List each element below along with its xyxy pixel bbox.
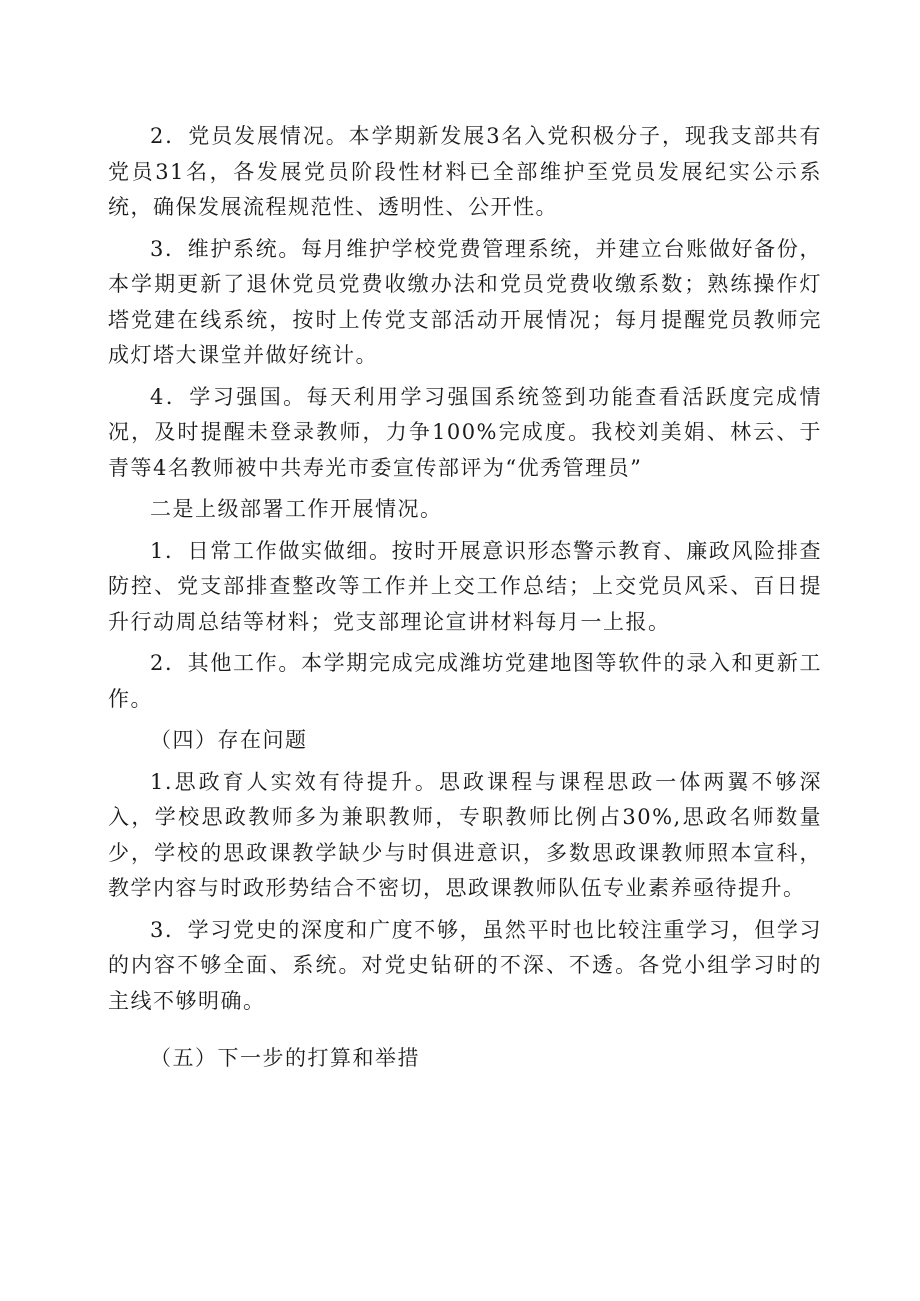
section-heading-problems: （四）存在问题 bbox=[150, 728, 308, 752]
paragraph-member-development: 2．党员发展情况。本学期新发展3名入党积极分子，现我支部共有党员31名，各发展党员阶段性材料已全部维护至党员发展纪实公示系统，确保发展流程规范性、透明性、公开性。 bbox=[108, 124, 822, 219]
paragraph-ideological-education: 1.思政育人实效有待提升。思政课程与课程思政一体两翼不够深入，学校思政教师多为兼职教师，专职教师比例占30%,思政名师数量少，学校的思政课教学缺少与时俱进意识，多数思政课教师照本宣科，教学内容与时政形势结合不密切，思政课教师队伍专业素养亟待提升。 bbox=[108, 769, 822, 900]
section-heading-next-steps: （五）下一步的打算和举措 bbox=[150, 1046, 420, 1070]
paragraph-daily-work: 1．日常工作做实做细。按时开展意识形态警示教育、廉政风险排查防控、党支部排查整改等工作并上交工作总结；上交党员风采、百日提升行动周总结等材料；党支部理论宣讲材料每月一上报。 bbox=[108, 538, 822, 634]
document-body bbox=[108, 119, 822, 1077]
paragraph-party-history-study: 3．学习党史的深度和广度不够，虽然平时也比较注重学习，但学习的内容不够全面、系统。对党史钻研的不深、不透。各党小组学习时的主线不够明确。 bbox=[108, 917, 822, 1013]
paragraph-other-work: 2．其他工作。本学期完成完成潍坊党建地图等软件的录入和更新工作。 bbox=[108, 651, 822, 711]
paragraph-system-maintenance: 3．维护系统。每月维护学校党费管理系统，并建立台账做好备份，本学期更新了退休党员党费收缴办法和党员党费收缴系数；熟练操作灯塔党建在线系统，按时上传党支部活动开展情况；每月提醒党员教师完成灯塔大课堂并做好统计。 bbox=[108, 236, 822, 367]
paragraph-study-platform: 4．学习强国。每天利用学习强国系统签到功能查看活跃度完成情况，及时提醒未登录教师，力争100%完成度。我校刘美娟、林云、于青等4名教师被中共寿光市委宣传部评为“优秀管理员” bbox=[108, 384, 822, 480]
section-heading-superior-work: 二是上级部署工作开展情况。 bbox=[150, 497, 443, 521]
